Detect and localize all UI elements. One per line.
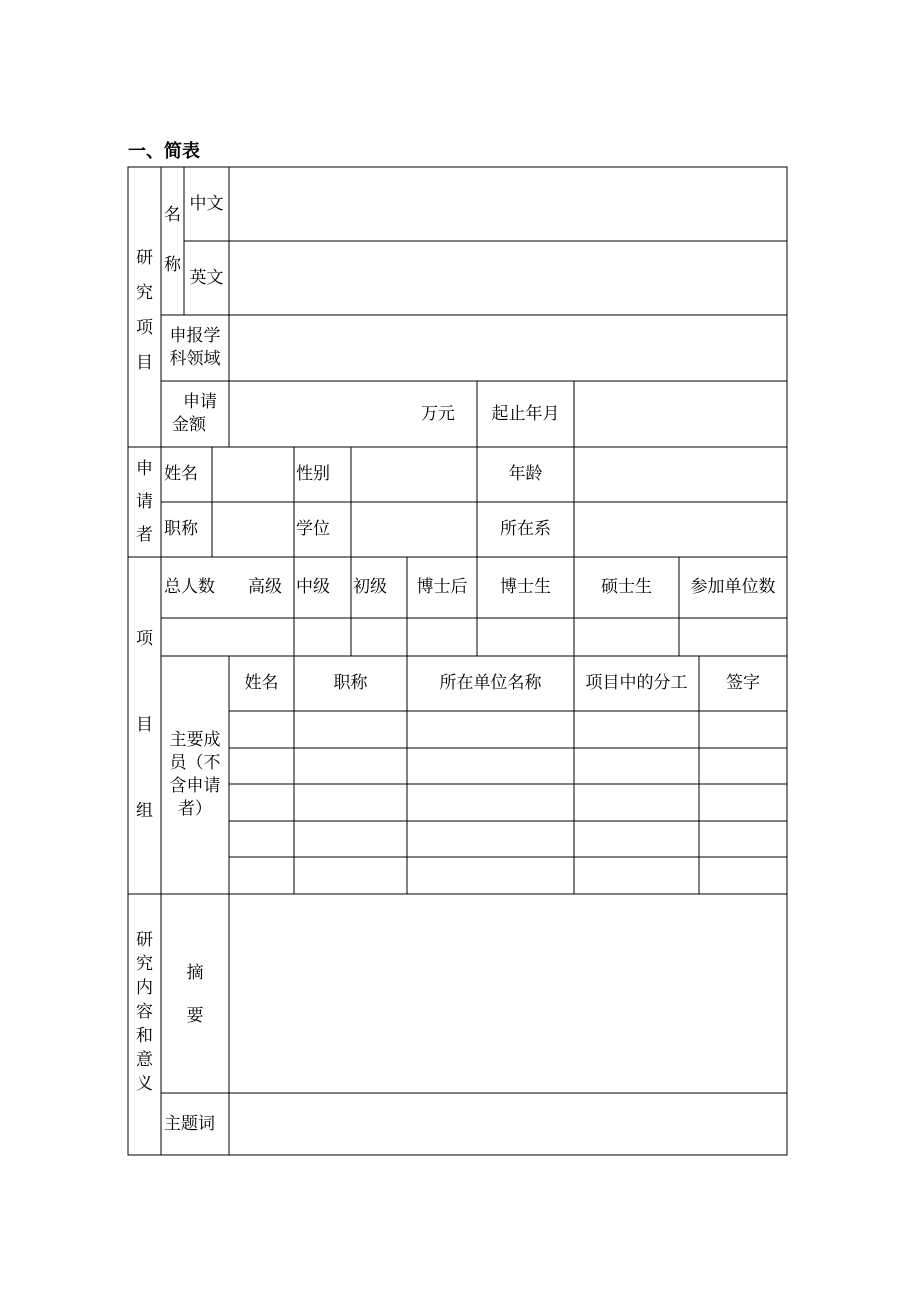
members-label-line4: 者） bbox=[178, 799, 212, 819]
amount-label-line1: 申请 bbox=[183, 392, 217, 412]
section-heading: 一、简表 bbox=[128, 141, 200, 162]
stats-header-units: 参加单位数 bbox=[690, 577, 776, 597]
member-header-name: 姓名 bbox=[244, 673, 279, 693]
member-header-signature: 签字 bbox=[726, 673, 760, 693]
stats-header-middle: 中级 bbox=[296, 577, 330, 597]
abstract-label-line2: 要 bbox=[186, 1006, 204, 1026]
english-name-label: 英文 bbox=[189, 267, 224, 288]
field-label-line2: 科领域 bbox=[169, 349, 221, 369]
applicant-title-label: 职称 bbox=[164, 519, 198, 539]
amount-label bbox=[161, 381, 229, 447]
name-label bbox=[161, 190, 184, 290]
amount-label-line2: 金额 bbox=[172, 415, 206, 435]
member-header-role: 项目中的分工 bbox=[585, 673, 688, 693]
team-group-text: 项目组 bbox=[136, 629, 153, 821]
members-label-line3: 含申请 bbox=[169, 776, 221, 796]
applicant-name-label: 姓名 bbox=[164, 464, 198, 484]
stats-header-senior: 高级 bbox=[248, 577, 282, 597]
team-group-label bbox=[128, 620, 161, 830]
stats-header-postdoc: 博士后 bbox=[416, 577, 468, 597]
members-label-line1: 主要成 bbox=[169, 730, 221, 750]
field-label bbox=[161, 315, 229, 381]
period-label: 起止年月 bbox=[491, 403, 560, 424]
applicant-group-label bbox=[128, 447, 161, 557]
abstract-label bbox=[161, 955, 229, 1035]
member-header-unit: 所在单位名称 bbox=[439, 673, 542, 693]
stats-header-total: 总人数 bbox=[164, 577, 215, 597]
project-group-label bbox=[128, 248, 161, 374]
applicant-age-label: 年龄 bbox=[508, 464, 543, 484]
stats-header-phd: 博士生 bbox=[500, 577, 551, 597]
stats-header-master: 硕士生 bbox=[601, 577, 652, 597]
member-header-title: 职称 bbox=[333, 673, 368, 693]
members-label-line2: 员（不 bbox=[169, 753, 221, 773]
project-group-text: 研究项目 bbox=[136, 248, 153, 373]
field-label-line1: 申报学 bbox=[169, 326, 221, 346]
content-group-text: 研究内容和意义 bbox=[136, 929, 153, 1094]
keywords-label: 主题词 bbox=[164, 1114, 215, 1134]
name-label-text: 名称 bbox=[164, 205, 181, 275]
amount-unit: 万元 bbox=[421, 404, 455, 424]
members-label bbox=[161, 656, 229, 894]
applicant-dept-label: 所在系 bbox=[500, 519, 551, 539]
applicant-group-text: 申请者 bbox=[136, 458, 153, 545]
applicant-degree-label: 学位 bbox=[296, 519, 330, 539]
chinese-name-label: 中文 bbox=[189, 193, 224, 214]
applicant-gender-label: 性别 bbox=[296, 464, 330, 484]
stats-header-junior: 初级 bbox=[353, 577, 387, 597]
content-group-label bbox=[128, 894, 161, 1155]
abstract-label-line1: 摘 bbox=[186, 963, 204, 983]
